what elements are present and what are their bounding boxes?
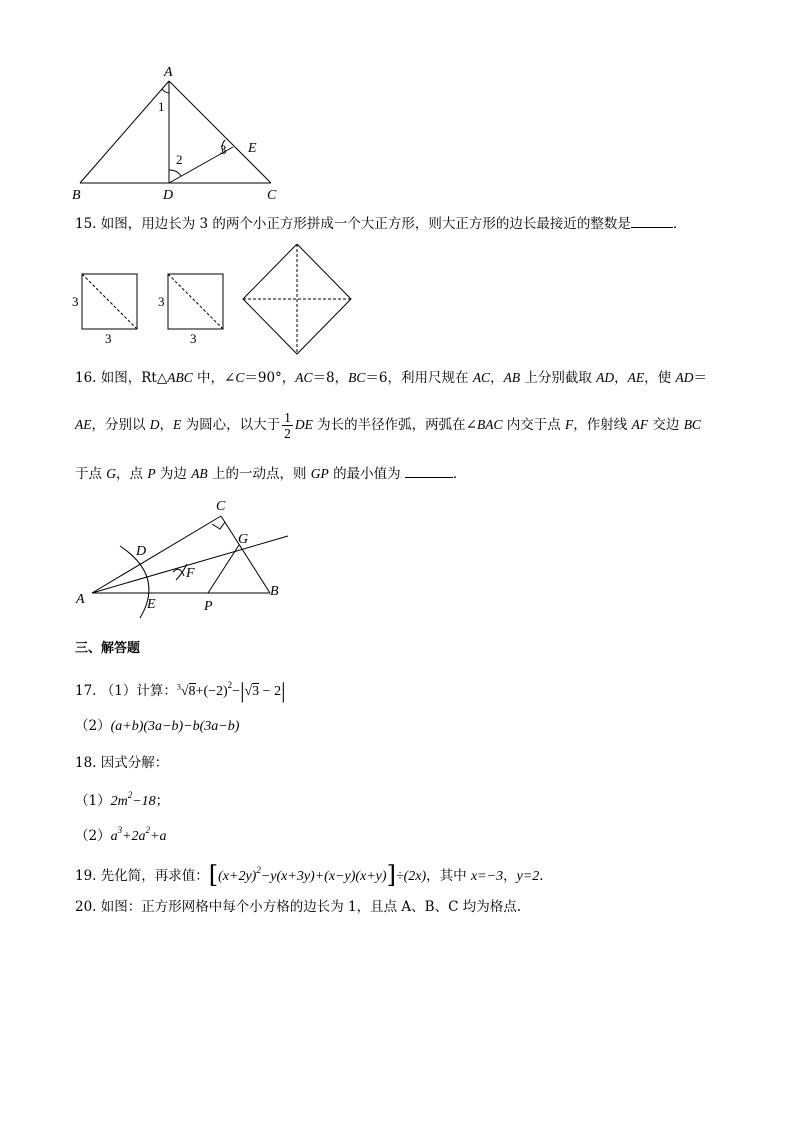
question-16-line-1: 16. 如图，Rt△ABC 中，∠C＝90°，AC＝8，BC＝6，利用尺规在 AC，AB 上分别截取 AD，AE，使 AD＝ xyxy=(75,370,707,386)
construction-figure-q16 xyxy=(72,494,302,619)
label-f: F xyxy=(186,566,195,581)
question-18-part-2: $(2)a^3+2a^2+a$ xyxy=(75,825,167,844)
side-label-1: 3 xyxy=(72,294,79,309)
question-16-line-2: AE，分别以 D，E 为圆心，以大于 $\frac{1}{2}$ DE 为长的半径作弧，两弧在∠BAC 内交于点 F，作射线 AF 交边 BC xyxy=(75,410,701,441)
triangle-figure-q14 xyxy=(70,62,290,202)
question-17-part-1: 17. （1）计算：$^3√8+(-2)^2-|√3 - 2|$ xyxy=(75,678,286,703)
fraction-half: $\frac{1}{2}$ xyxy=(284,410,291,441)
label-c: C xyxy=(267,188,277,202)
question-18-part-1: $(1)2m^2-18$； xyxy=(75,790,170,809)
question-17-part-2: （2）(a+b)(3a−b)−b(3a−b) xyxy=(75,718,240,734)
question-18-title: 18. 因式分解： xyxy=(75,755,169,771)
label-p: P xyxy=(204,599,213,614)
label-a: A xyxy=(76,592,85,607)
label-d: D xyxy=(163,188,174,202)
squares-figure-q15 xyxy=(70,244,360,359)
question-20: 20. 如图：正方形网格中每个小方格的边长为 1，且点 A、B、C 均为格点. xyxy=(75,899,522,915)
label-e: E xyxy=(248,141,257,156)
q15-text: 15. 如图，用边长为 3 的两个小正方形拼成一个大正方形，则大正方形的边长最接近的整数是 xyxy=(75,216,631,232)
side-label-3: 3 xyxy=(158,294,165,309)
label-g: G xyxy=(238,532,249,547)
section-title: 三、解答题 xyxy=(75,641,141,656)
label-b: B xyxy=(270,584,279,599)
question-15 xyxy=(75,215,686,233)
answer-blank-15[interactable] xyxy=(631,215,673,228)
label-a: A xyxy=(164,65,173,80)
label-e: E xyxy=(147,597,156,612)
question-19: 19. 先化简，再求值：$[(x+2y)^2-y(x+3y)+(x-y)(x+y)]\div(2x)$，其中 x=−3，y=2． xyxy=(75,861,553,889)
angle-3-label: 3 xyxy=(220,142,227,157)
question-16-line-3: 于点 G，点 P 为边 AB 上的一动点，则 GP 的最小值为 ． xyxy=(75,466,467,482)
label-b: B xyxy=(72,188,81,202)
angle-2-label: 2 xyxy=(176,152,183,167)
side-label-2: 3 xyxy=(105,331,112,346)
q15-end: ． xyxy=(672,216,687,232)
answer-blank-16[interactable] xyxy=(405,465,453,478)
side-label-4: 3 xyxy=(190,331,197,346)
label-d: D xyxy=(136,544,147,559)
label-c: C xyxy=(216,499,226,514)
angle-1-label: 1 xyxy=(158,99,165,114)
